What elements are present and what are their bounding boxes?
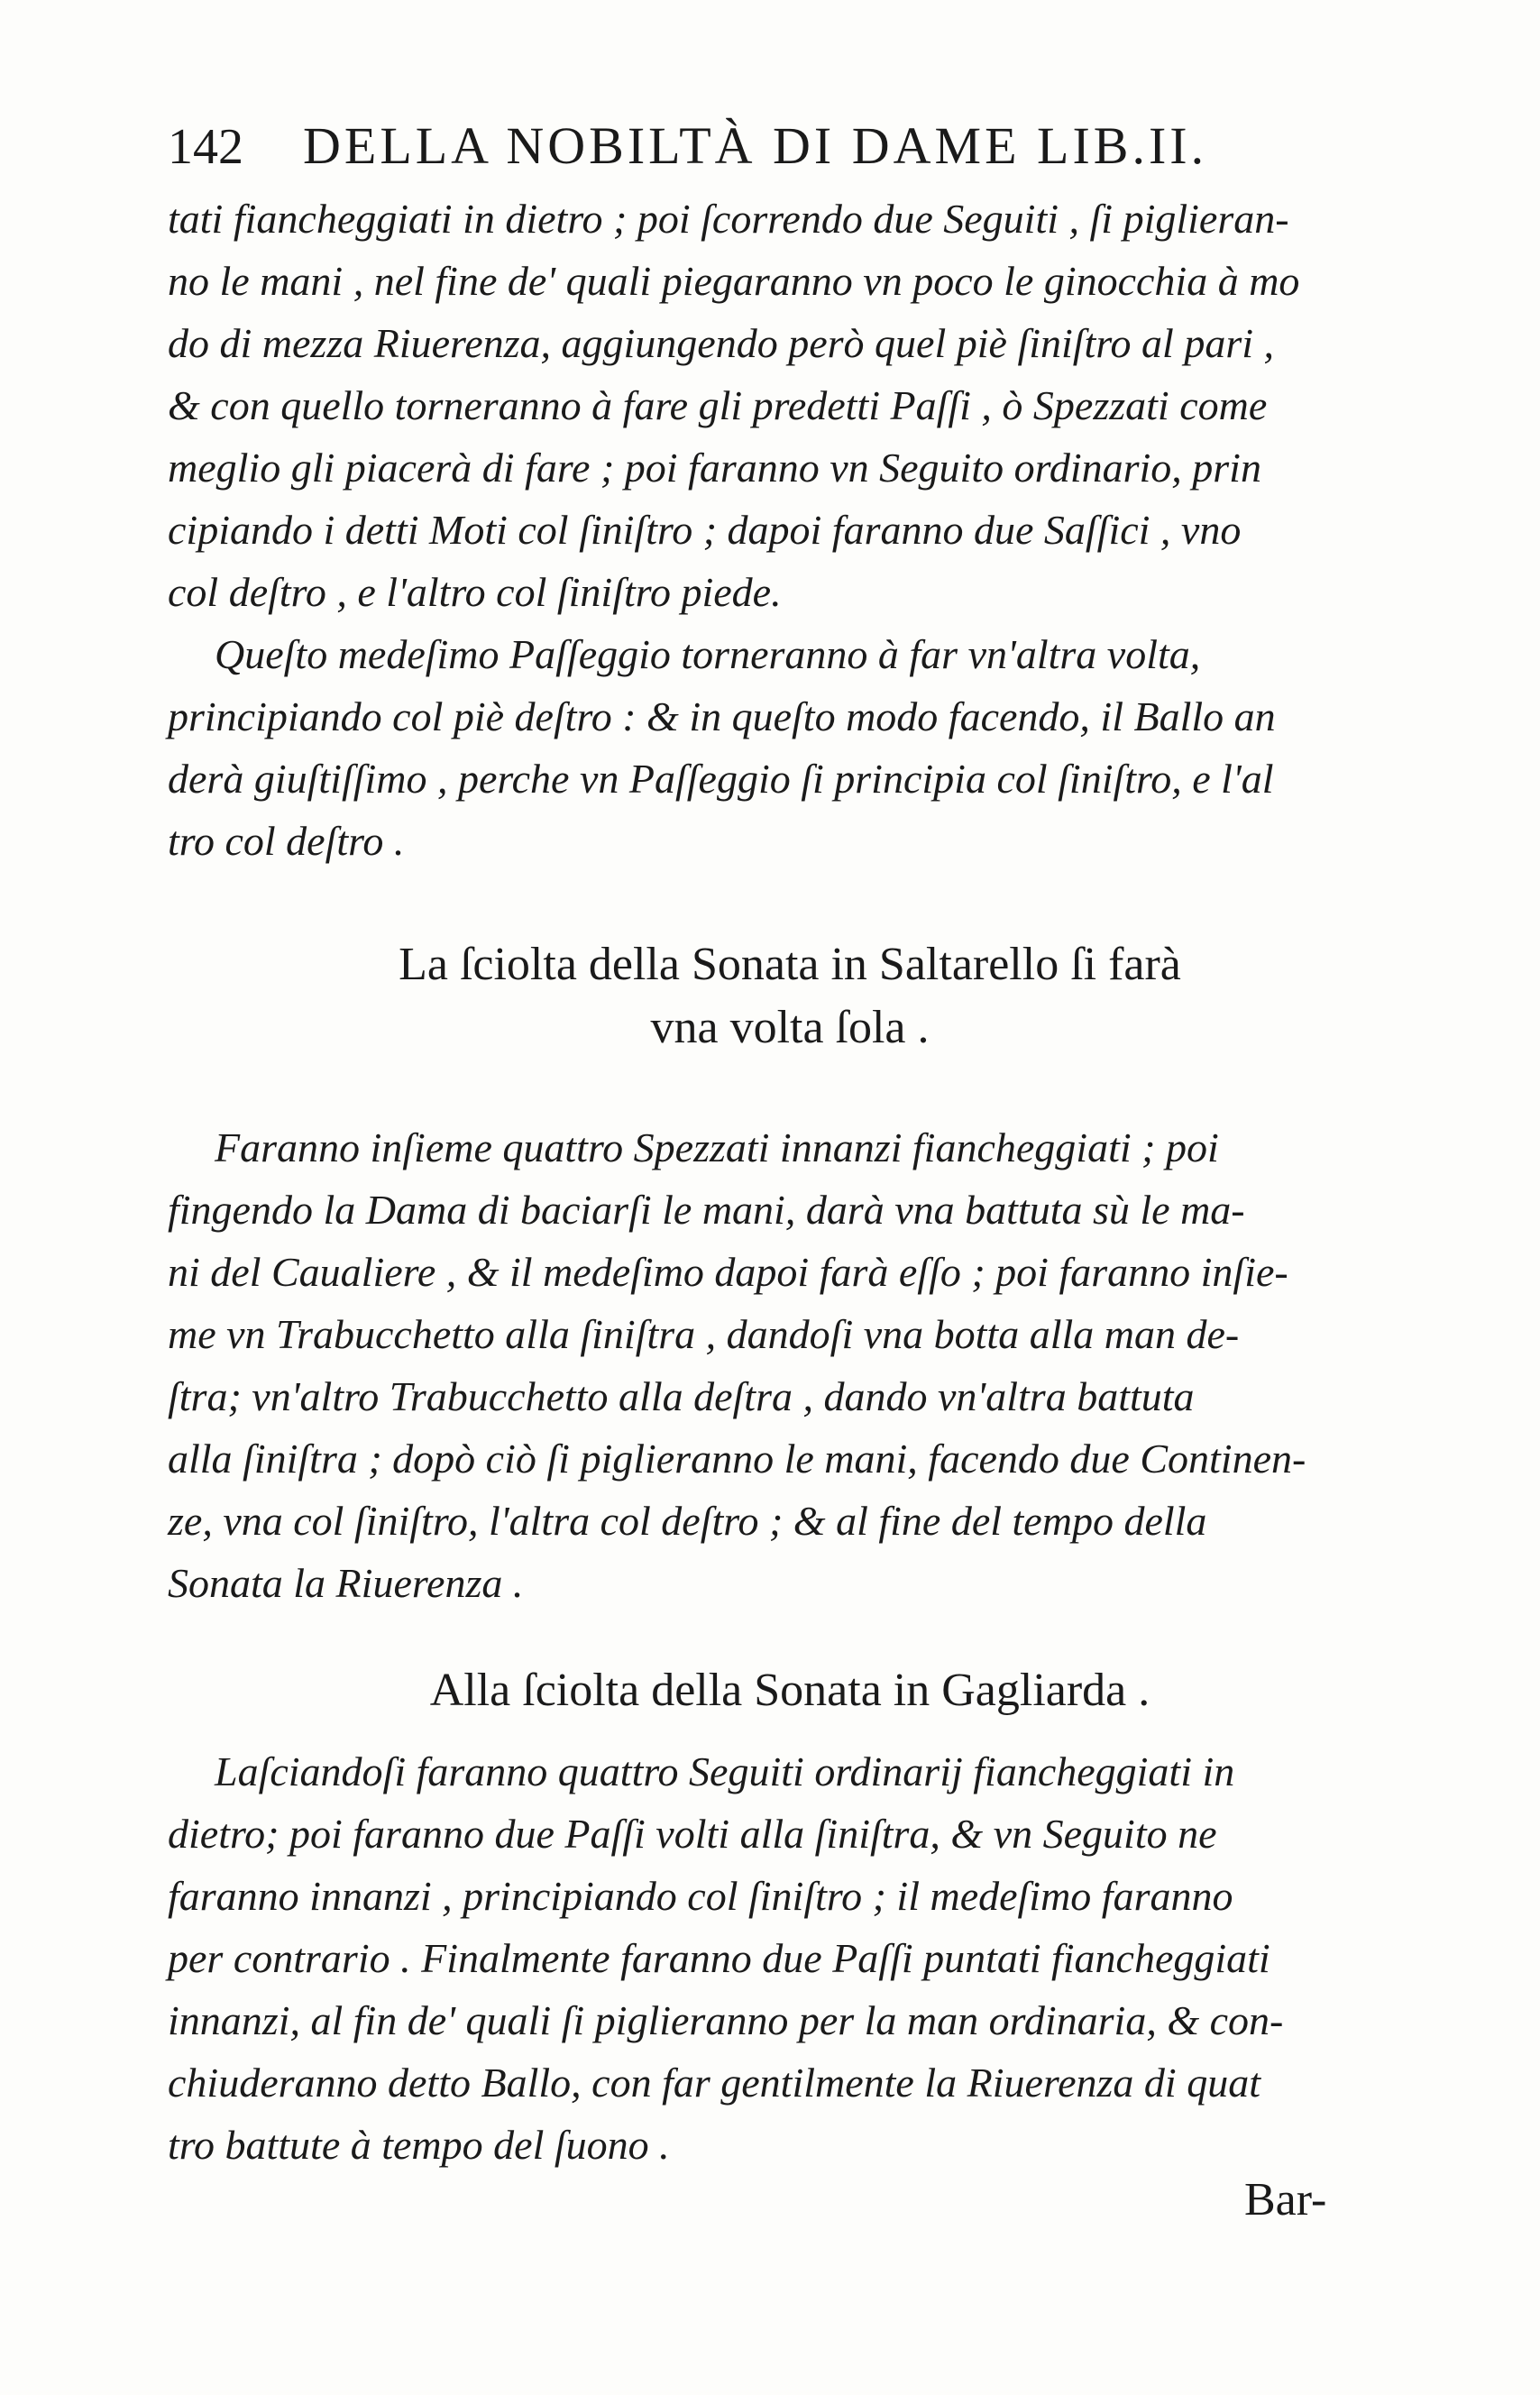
text-line: ze, vna col ſiniſtro, l'altra col deſtro ; & al fine del tempo della <box>168 1498 1207 1544</box>
text-line: ſtra; vn'altro Trabucchetto alla deſtra , dando vn'altra battuta <box>168 1373 1195 1419</box>
heading-line: Alla ſciolta della Sonata in Gagliarda . <box>429 1665 1150 1716</box>
text-line: tati fiancheggiati in dietro ; poi ſcorrendo due Seguiti , ſi piglieran- <box>168 196 1289 242</box>
page-number: 142 <box>168 119 243 175</box>
paragraph-section-2 <box>168 1116 1412 1614</box>
text-line: no le mani , nel fine de' quali piegaranno vn poco le ginocchia à mo <box>168 258 1300 304</box>
text-line: tro col deſtro . <box>168 818 405 864</box>
text-line: tro battute à tempo del ſuono . <box>168 2122 670 2168</box>
text-line: me vn Trabucchetto alla ſiniſtra , dandoſi vna botta alla man de- <box>168 1311 1240 1357</box>
heading-line: vna volta ſola . <box>650 1002 930 1053</box>
text-line: innanzi, al fin de' quali ſi piglieranno per la man ordinaria, & con- <box>168 1997 1284 2043</box>
text-line: do di mezza Riuerenza, aggiungendo però quel piè ſiniſtro al pari , <box>168 320 1274 366</box>
running-head <box>168 115 1376 176</box>
section-heading <box>168 1659 1412 1722</box>
heading-line: La ſciolta della Sonata in Saltarello ſi farà <box>399 939 1181 990</box>
text-line: Sonata la Riuerenza . <box>168 1560 524 1606</box>
text-line: col deſtro , e l'altro col ſiniſtro piede. <box>168 569 782 615</box>
text-line: fingendo la Dama di baciarſi le mani, darà vna battuta sù le ma- <box>168 1187 1245 1233</box>
text-line: Faranno inſieme quattro Spezzati innanzi fiancheggiati ; poi <box>215 1124 1219 1170</box>
paragraph-section-3 <box>168 1740 1412 2176</box>
text-line: Laſciandoſi faranno quattro Seguiti ordinarij fiancheggiati in <box>215 1748 1235 1794</box>
running-title: DELLA NOBILTÀ DI DAME LIB.II. <box>303 116 1208 175</box>
text-line: cipiando i detti Moti col ſiniſtro ; dapoi faranno due Saſſici , vno <box>168 507 1242 553</box>
text-line: ni del Caualiere , & il medeſimo dapoi farà eſſo ; poi faranno inſie- <box>168 1249 1288 1295</box>
section-heading <box>168 933 1412 1060</box>
text-line: Queſto medeſimo Paſſeggio torneranno à far vn'altra volta, <box>215 631 1201 677</box>
text-line: dietro; poi faranno due Paſſi volti alla ſiniſtra, & vn Seguito ne <box>168 1811 1217 1857</box>
text-line: chiuderanno detto Ballo, con far gentilmente la Riuerenza di quat <box>168 2060 1260 2106</box>
text-line: & con quello torneranno à fare gli predetti Paſſi , ò Spezzati come <box>168 382 1268 428</box>
text-line: per contrario . Finalmente faranno due Paſſi puntati fiancheggiati <box>168 1935 1270 1981</box>
text-line: derà giuſtiſſimo , perche vn Paſſeggio ſi principia col ſiniſtro, e l'al <box>168 756 1274 802</box>
text-line: principiando col piè deſtro : & in queſto modo facendo, il Ballo an <box>168 693 1276 739</box>
catchword: Bar- <box>1244 2174 1327 2225</box>
text-line: meglio gli piacerà di fare ; poi faranno vn Seguito ordinario, prin <box>168 445 1261 491</box>
text-line: alla ſiniſtra ; dopò ciò ſi piglieranno le mani, facendo due Continen- <box>168 1436 1306 1482</box>
text-line: faranno innanzi , principiando col ſiniſtro ; il medeſimo faranno <box>168 1873 1233 1919</box>
paragraph-section-1 <box>168 188 1412 872</box>
